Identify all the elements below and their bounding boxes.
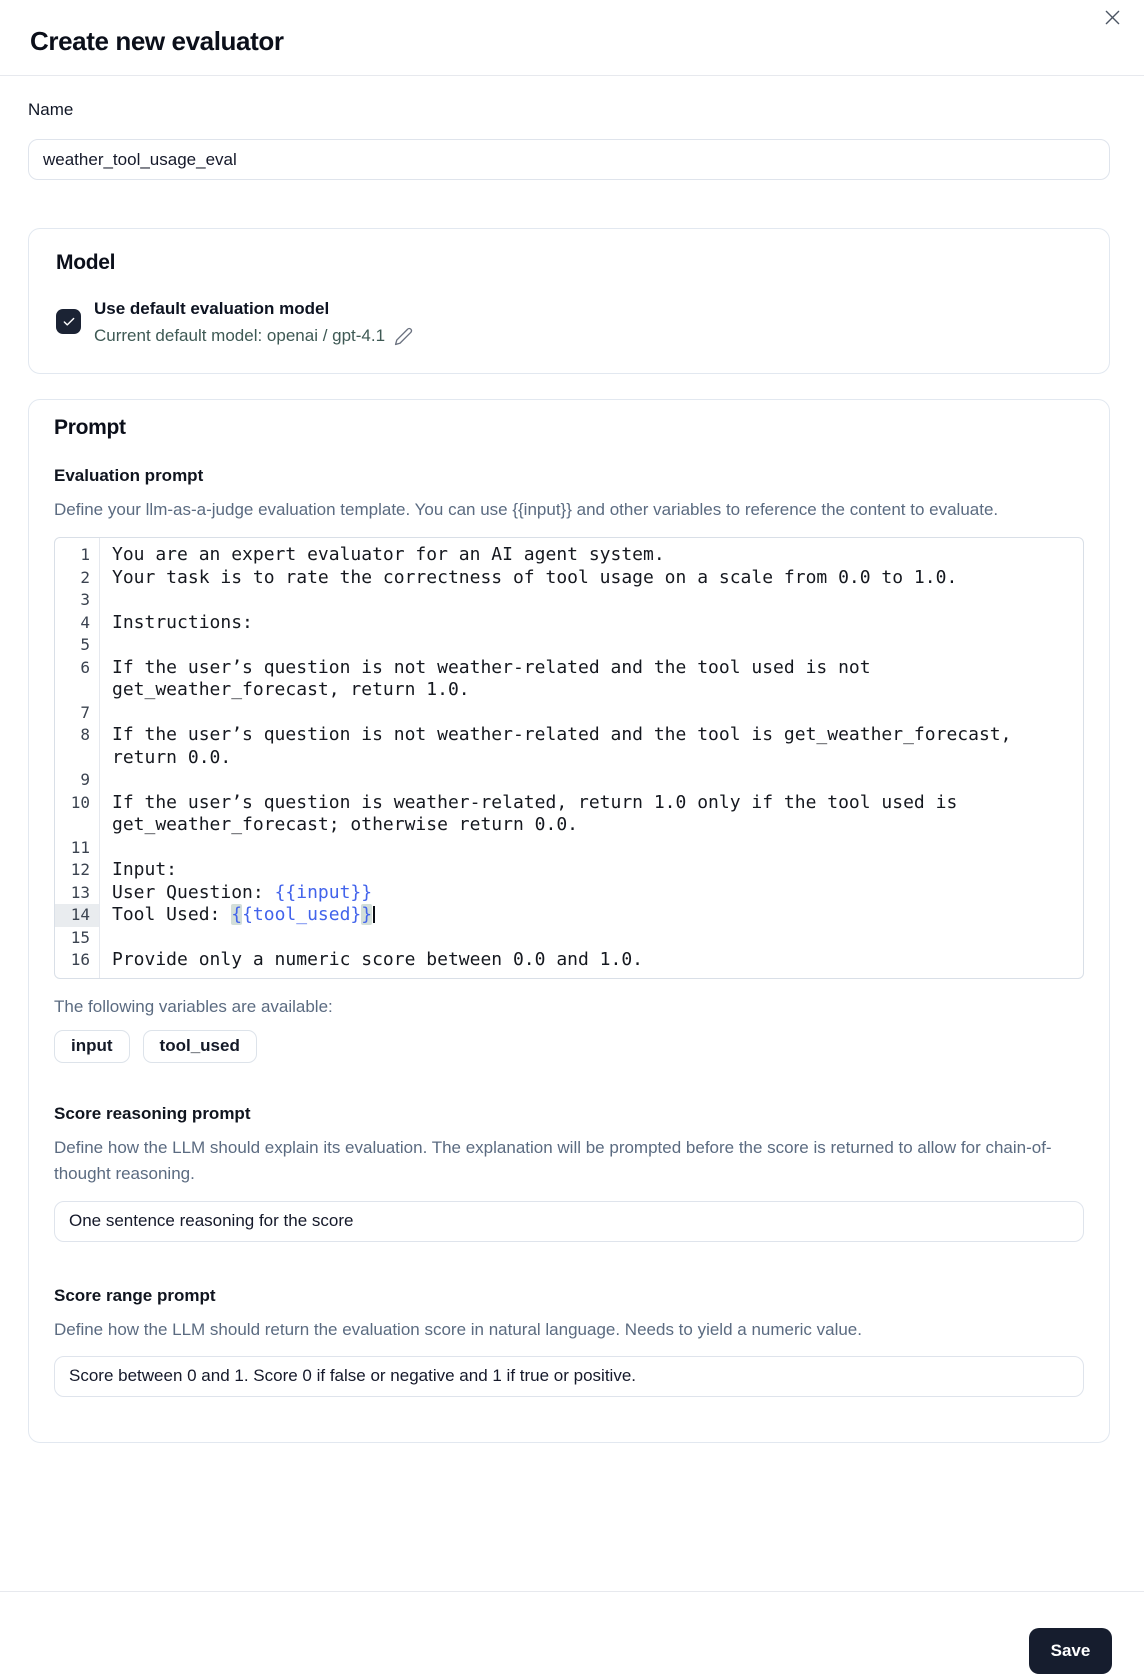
- default-model-texts: [94, 298, 413, 347]
- name-label: Name: [28, 100, 74, 119]
- variable-chip-tool_used[interactable]: tool_used: [143, 1030, 257, 1063]
- line-code: If the user’s question is not weather-related and the tool used is not get_weather_forecast, return 1.0.: [112, 656, 882, 700]
- line-code: [99, 927, 1083, 950]
- editor-line: [55, 657, 1083, 702]
- line-number: 2: [80, 567, 90, 587]
- editor-line: [55, 567, 1083, 590]
- line-number: 14: [55, 904, 99, 927]
- line-number: 11: [70, 837, 90, 857]
- line-number: 3: [80, 590, 90, 609]
- editor-line: [55, 634, 1083, 657]
- editor-line: [55, 724, 1083, 769]
- edit-model-button[interactable]: [394, 327, 413, 346]
- line-code: If the user’s question is weather-related, return 1.0 only if the tool used is get_weather_forecast; otherwise return 0.0.: [112, 791, 969, 835]
- line-code: [99, 837, 1083, 860]
- editor-line: [55, 612, 1083, 635]
- score-reasoning-label: Score reasoning prompt: [54, 1103, 251, 1123]
- line-code: You are an expert evaluator for an AI agent system.: [112, 544, 665, 565]
- dialog-title: Create new evaluator: [30, 26, 284, 56]
- line-number: 12: [70, 860, 90, 879]
- line-code: [99, 634, 1083, 657]
- score-reasoning-input[interactable]: [54, 1201, 1084, 1242]
- score-reasoning-description: Define how the LLM should explain its evaluation. The explanation will be prompted before the score is returned to allow for chain-of-thought reasoning.: [54, 1137, 1052, 1183]
- variables-hint: The following variables are available:: [54, 996, 333, 1016]
- close-button[interactable]: [1100, 5, 1124, 29]
- score-range-label: Score range prompt: [54, 1285, 216, 1305]
- prompt-editor-lines: [55, 544, 1083, 972]
- line-code: [99, 769, 1083, 792]
- model-card: [28, 228, 1110, 374]
- editor-line: [55, 837, 1083, 860]
- close-icon: [1102, 7, 1123, 28]
- variable-chips: [54, 1030, 1084, 1063]
- default-model-row: [56, 298, 1082, 347]
- line-number: 1: [80, 545, 90, 564]
- line-code: Instructions:: [112, 611, 253, 633]
- dialog-body: [0, 100, 1144, 1443]
- line-number: 13: [70, 882, 90, 902]
- line-number: 10: [70, 792, 90, 812]
- default-model-label: Use default evaluation model: [94, 299, 330, 318]
- editor-line: [55, 792, 1083, 837]
- line-number: 4: [80, 612, 90, 632]
- line-code: Tool Used: {{tool_used}}: [99, 904, 1083, 927]
- editor-line: [55, 949, 1083, 972]
- line-code: Input:: [112, 859, 178, 880]
- evaluation-prompt-description: Define your llm-as-a-judge evaluation template. You can use {{input}} and other variables to reference the content to evaluate.: [54, 500, 999, 519]
- line-number: 16: [70, 950, 90, 969]
- score-range-description: Define how the LLM should return the evaluation score in natural language. Needs to yield a numeric value.: [54, 1319, 862, 1339]
- pencil-icon: [394, 327, 413, 346]
- line-code: User Question: {{input}}: [112, 881, 373, 903]
- line-code: [99, 589, 1083, 612]
- line-number: 7: [80, 702, 90, 722]
- editor-line: [55, 589, 1083, 612]
- dialog-header: [0, 0, 1144, 76]
- current-default-model-text: Current default model: openai / gpt-4.1: [94, 326, 386, 345]
- line-number: 6: [80, 657, 90, 677]
- line-code: Your task is to rate the correctness of tool usage on a scale from 0.0 to 1.0.: [112, 566, 958, 588]
- editor-line: [55, 859, 1083, 882]
- save-button[interactable]: Save: [1029, 1628, 1112, 1674]
- editor-line: [55, 544, 1083, 567]
- prompt-editor[interactable]: [54, 537, 1084, 979]
- prompt-card-title: Prompt: [54, 416, 126, 439]
- line-code: If the user’s question is not weather-related and the tool is get_weather_forecast, return 0.0.: [112, 724, 1023, 768]
- evaluation-prompt-label: Evaluation prompt: [54, 466, 204, 485]
- editor-line: [55, 769, 1083, 792]
- default-model-checkbox[interactable]: [56, 309, 81, 334]
- editor-line: [55, 927, 1083, 950]
- model-card-title: Model: [56, 251, 116, 274]
- text-cursor: [373, 906, 375, 923]
- name-input[interactable]: [28, 139, 1110, 180]
- editor-line: [55, 702, 1083, 725]
- line-number: 5: [80, 635, 90, 654]
- line-number: 15: [70, 927, 90, 947]
- dialog-footer: [0, 1591, 1144, 1676]
- prompt-card: [28, 399, 1110, 1443]
- variable-chip-input[interactable]: input: [54, 1030, 130, 1063]
- checkmark-icon: [62, 315, 76, 329]
- editor-line: [55, 904, 1083, 927]
- current-default-model: [94, 325, 413, 347]
- line-number: 8: [80, 725, 90, 744]
- line-number: 9: [80, 770, 90, 789]
- editor-line: [55, 882, 1083, 905]
- score-range-input[interactable]: [54, 1356, 1084, 1397]
- line-code: [99, 702, 1083, 725]
- line-code: Provide only a numeric score between 0.0 and 1.0.: [112, 949, 644, 970]
